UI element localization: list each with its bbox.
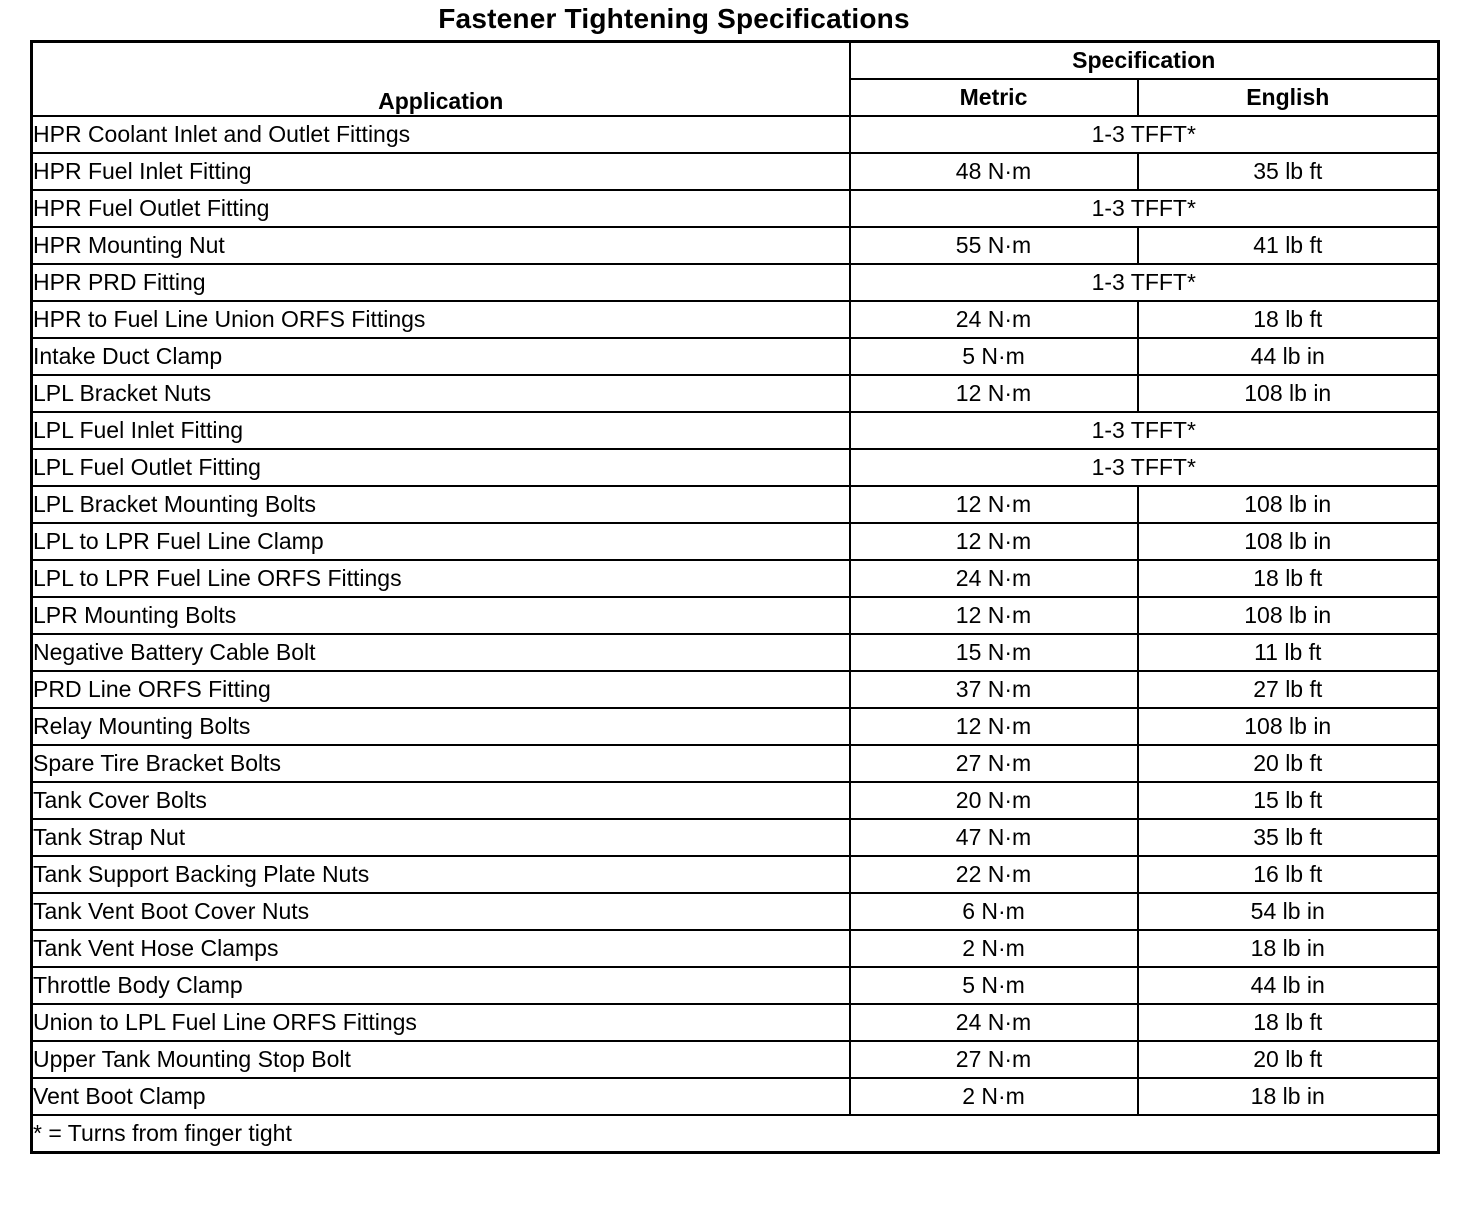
- english-cell: 108 lb in: [1138, 486, 1439, 523]
- table-row: [32, 671, 1439, 708]
- application-cell: Spare Tire Bracket Bolts: [32, 745, 850, 782]
- metric-cell: 12 N·m: [850, 708, 1138, 745]
- english-cell: 15 lb ft: [1138, 782, 1439, 819]
- metric-cell: 27 N·m: [850, 745, 1138, 782]
- english-cell: 35 lb ft: [1138, 819, 1439, 856]
- metric-cell: 24 N·m: [850, 301, 1138, 338]
- application-cell: LPL Fuel Outlet Fitting: [32, 449, 850, 486]
- table-row: [32, 708, 1439, 745]
- application-cell: Tank Vent Hose Clamps: [32, 930, 850, 967]
- table-row: [32, 301, 1439, 338]
- metric-cell: 37 N·m: [850, 671, 1138, 708]
- application-header: Application: [32, 42, 850, 117]
- application-cell: Throttle Body Clamp: [32, 967, 850, 1004]
- merged-spec-cell: 1-3 TFFT*: [850, 190, 1439, 227]
- specification-header: Specification: [850, 42, 1439, 80]
- footnote: * = Turns from finger tight: [32, 1115, 1439, 1153]
- table-row: [32, 634, 1439, 671]
- metric-cell: 47 N·m: [850, 819, 1138, 856]
- table-row: [32, 597, 1439, 634]
- english-cell: 27 lb ft: [1138, 671, 1439, 708]
- application-cell: HPR Fuel Outlet Fitting: [32, 190, 850, 227]
- table-row: [32, 449, 1439, 486]
- application-cell: HPR Mounting Nut: [32, 227, 850, 264]
- table-row: [32, 153, 1439, 190]
- metric-cell: 5 N·m: [850, 338, 1138, 375]
- merged-spec-cell: 1-3 TFFT*: [850, 449, 1439, 486]
- english-cell: 108 lb in: [1138, 375, 1439, 412]
- application-cell: Intake Duct Clamp: [32, 338, 850, 375]
- application-cell: Vent Boot Clamp: [32, 1078, 850, 1115]
- table-row: [32, 227, 1439, 264]
- application-cell: LPL Fuel Inlet Fitting: [32, 412, 850, 449]
- table-row: [32, 523, 1439, 560]
- application-cell: LPL to LPR Fuel Line Clamp: [32, 523, 850, 560]
- application-cell: PRD Line ORFS Fitting: [32, 671, 850, 708]
- metric-cell: 12 N·m: [850, 486, 1138, 523]
- english-cell: 18 lb ft: [1138, 1004, 1439, 1041]
- footnote-row: [32, 1115, 1439, 1153]
- application-cell: HPR PRD Fitting: [32, 264, 850, 301]
- application-cell: HPR to Fuel Line Union ORFS Fittings: [32, 301, 850, 338]
- application-cell: Tank Support Backing Plate Nuts: [32, 856, 850, 893]
- merged-spec-cell: 1-3 TFFT*: [850, 116, 1439, 153]
- metric-cell: 48 N·m: [850, 153, 1138, 190]
- application-cell: Negative Battery Cable Bolt: [32, 634, 850, 671]
- page-title: Fastener Tightening Specifications: [438, 3, 910, 34]
- table-row: [32, 560, 1439, 597]
- english-cell: 20 lb ft: [1138, 1041, 1439, 1078]
- metric-cell: 12 N·m: [850, 375, 1138, 412]
- metric-cell: 24 N·m: [850, 560, 1138, 597]
- metric-cell: 12 N·m: [850, 597, 1138, 634]
- english-cell: 18 lb ft: [1138, 560, 1439, 597]
- table-row: [32, 116, 1439, 153]
- english-cell: 20 lb ft: [1138, 745, 1439, 782]
- application-cell: Tank Vent Boot Cover Nuts: [32, 893, 850, 930]
- table-row: [32, 264, 1439, 301]
- table-row: [32, 893, 1439, 930]
- metric-cell: 5 N·m: [850, 967, 1138, 1004]
- application-cell: Union to LPL Fuel Line ORFS Fittings: [32, 1004, 850, 1041]
- table-row: [32, 1078, 1439, 1115]
- application-cell: Relay Mounting Bolts: [32, 708, 850, 745]
- metric-cell: 2 N·m: [850, 1078, 1138, 1115]
- english-cell: 54 lb in: [1138, 893, 1439, 930]
- table-row: [32, 375, 1439, 412]
- english-header: English: [1138, 79, 1439, 116]
- table-row: [32, 967, 1439, 1004]
- metric-cell: 12 N·m: [850, 523, 1138, 560]
- table-row: [32, 338, 1439, 375]
- application-cell: HPR Coolant Inlet and Outlet Fittings: [32, 116, 850, 153]
- application-cell: Upper Tank Mounting Stop Bolt: [32, 1041, 850, 1078]
- metric-cell: 22 N·m: [850, 856, 1138, 893]
- metric-cell: 2 N·m: [850, 930, 1138, 967]
- table-row: [32, 782, 1439, 819]
- metric-cell: 6 N·m: [850, 893, 1138, 930]
- merged-spec-cell: 1-3 TFFT*: [850, 264, 1439, 301]
- application-cell: HPR Fuel Inlet Fitting: [32, 153, 850, 190]
- english-cell: 18 lb ft: [1138, 301, 1439, 338]
- table-row: [32, 745, 1439, 782]
- application-cell: LPL to LPR Fuel Line ORFS Fittings: [32, 560, 850, 597]
- table-row: [32, 486, 1439, 523]
- fastener-spec-table: [30, 40, 1440, 1154]
- application-cell: Tank Cover Bolts: [32, 782, 850, 819]
- table-body: [32, 116, 1439, 1115]
- application-cell: Tank Strap Nut: [32, 819, 850, 856]
- table-row: [32, 856, 1439, 893]
- english-cell: 108 lb in: [1138, 523, 1439, 560]
- application-cell: LPR Mounting Bolts: [32, 597, 850, 634]
- english-cell: 18 lb in: [1138, 930, 1439, 967]
- english-cell: 18 lb in: [1138, 1078, 1439, 1115]
- metric-cell: 20 N·m: [850, 782, 1138, 819]
- table-row: [32, 819, 1439, 856]
- table-row: [32, 1004, 1439, 1041]
- metric-cell: 15 N·m: [850, 634, 1138, 671]
- metric-cell: 55 N·m: [850, 227, 1138, 264]
- english-cell: 44 lb in: [1138, 967, 1439, 1004]
- english-cell: 11 lb ft: [1138, 634, 1439, 671]
- english-cell: 16 lb ft: [1138, 856, 1439, 893]
- application-cell: LPL Bracket Mounting Bolts: [32, 486, 850, 523]
- table-row: [32, 930, 1439, 967]
- english-cell: 44 lb in: [1138, 338, 1439, 375]
- english-cell: 35 lb ft: [1138, 153, 1439, 190]
- metric-cell: 24 N·m: [850, 1004, 1138, 1041]
- english-cell: 41 lb ft: [1138, 227, 1439, 264]
- merged-spec-cell: 1-3 TFFT*: [850, 412, 1439, 449]
- application-cell: LPL Bracket Nuts: [32, 375, 850, 412]
- table-row: [32, 1041, 1439, 1078]
- metric-header: Metric: [850, 79, 1138, 116]
- english-cell: 108 lb in: [1138, 597, 1439, 634]
- table-row: [32, 190, 1439, 227]
- header-row: [32, 42, 1439, 80]
- english-cell: 108 lb in: [1138, 708, 1439, 745]
- metric-cell: 27 N·m: [850, 1041, 1138, 1078]
- table-row: [32, 412, 1439, 449]
